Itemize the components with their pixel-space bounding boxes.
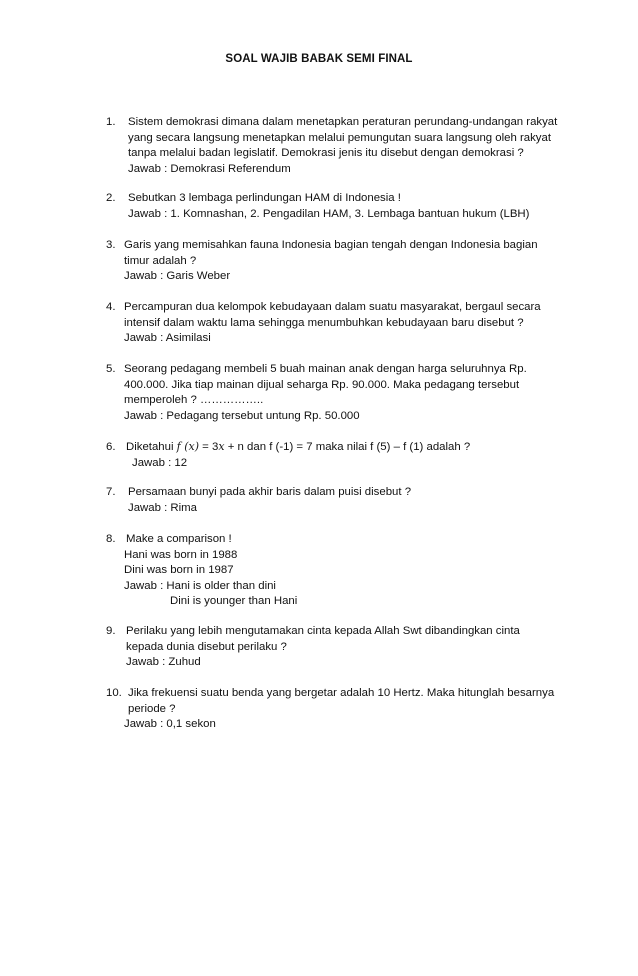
question-text: memperoleh ? …………….. <box>124 394 264 406</box>
question-text: 400.000. Jika tiap mainan dijual seharga Rp. 90.000. Maka pedagang tersebut <box>124 378 520 391</box>
question-line <box>106 115 606 131</box>
function-notation: f (x) <box>176 440 200 453</box>
question-5 <box>106 362 606 424</box>
question-text: Sebutkan 3 lembaga perlindungan HAM di Indonesia ! <box>128 192 401 204</box>
question-text: Hani was born in 1988 <box>124 548 238 561</box>
question-text: tanpa melalui badan legislatif. Demokrasi jenis itu disebut dengan demokrasi ? <box>128 147 524 159</box>
answer-text: Jawab : 1. Komnashan, 2. Pengadilan HAM, 3. Lembaga bantuan hukum (LBH) <box>128 207 530 220</box>
question-text: Dini was born in 1987 <box>124 564 234 576</box>
question-text: intensif dalam waktu lama sehingga menumbuhkan kebudayaan baru disebut ? <box>124 316 524 329</box>
question-text: Persamaan bunyi pada akhir baris dalam puisi disebut ? <box>128 486 412 498</box>
answer-text: Jawab : Hani is older than dini <box>124 579 276 592</box>
question-text: Perilaku yang lebih mengutamakan cinta kepada Allah Swt dibandingkan cinta <box>126 625 520 637</box>
question-number: 9. <box>106 625 116 637</box>
page-title: SOAL WAJIB BABAK SEMI FINAL <box>225 53 413 65</box>
question-number: 2. <box>106 192 116 204</box>
answer-text: Jawab : Garis Weber <box>124 270 231 282</box>
question-text: Sistem demokrasi dimana dalam menetapkan peraturan perundang-undangan rakyat <box>128 116 558 128</box>
question-text: kepada dunia disebut perilaku ? <box>126 640 287 653</box>
question-10 <box>106 686 606 733</box>
question-number: 10. <box>106 687 122 699</box>
variable-x: x <box>218 440 225 453</box>
question-text: Seorang pedagang membeli 5 buah mainan anak dengan harga seluruhnya Rp. <box>124 363 527 375</box>
question-text: periode ? <box>128 702 176 715</box>
question-6 <box>106 439 606 471</box>
answer-text: Jawab : Rima <box>128 501 198 514</box>
answer-text: Jawab : 12 <box>132 456 188 469</box>
question-1 <box>106 115 606 177</box>
question-text: Diketahui <box>126 441 177 453</box>
question-number: 8. <box>106 533 116 545</box>
answer-text: Jawab : Demokrasi Referendum <box>128 162 291 175</box>
question-number: 5. <box>106 363 116 375</box>
question-number: 1. <box>106 116 116 128</box>
question-number: 4. <box>106 301 116 313</box>
question-text: yang secara langsung menetapkan melalui pemungutan suara langsung oleh rakyat <box>128 131 551 144</box>
question-text: timur adalah ? <box>124 254 197 267</box>
answer-text: Jawab : Asimilasi <box>124 332 211 344</box>
answer-text: Jawab : Pedagang tersebut untung Rp. 50.000 <box>124 409 360 422</box>
question-number: 6. <box>106 441 116 453</box>
question-number: 3. <box>106 239 116 251</box>
question-text: + n dan f (-1) = 7 maka nilai f (5) – f (1) adalah ? <box>224 441 471 453</box>
question-9 <box>106 624 606 671</box>
question-text: Jika frekuensi suatu benda yang bergetar adalah 10 Hertz. Maka hitunglah besarnya <box>128 687 555 699</box>
question-number: 7. <box>106 486 116 498</box>
answer-text: Jawab : Zuhud <box>126 656 201 668</box>
question-2 <box>106 191 606 222</box>
question-7 <box>106 485 606 516</box>
question-text: = 3 <box>199 441 219 453</box>
question-text: Make a comparison ! <box>126 533 232 545</box>
question-4 <box>106 300 606 347</box>
answer-text: Dini is younger than Hani <box>170 595 298 607</box>
question-text: Garis yang memisahkan fauna Indonesia bagian tengah dengan Indonesia bagian <box>124 239 538 251</box>
answer-text: Jawab : 0,1 sekon <box>124 718 216 730</box>
question-text: Percampuran dua kelompok kebudayaan dalam suatu masyarakat, bergaul secara <box>124 301 541 313</box>
question-3 <box>106 238 606 285</box>
question-8 <box>106 532 606 610</box>
